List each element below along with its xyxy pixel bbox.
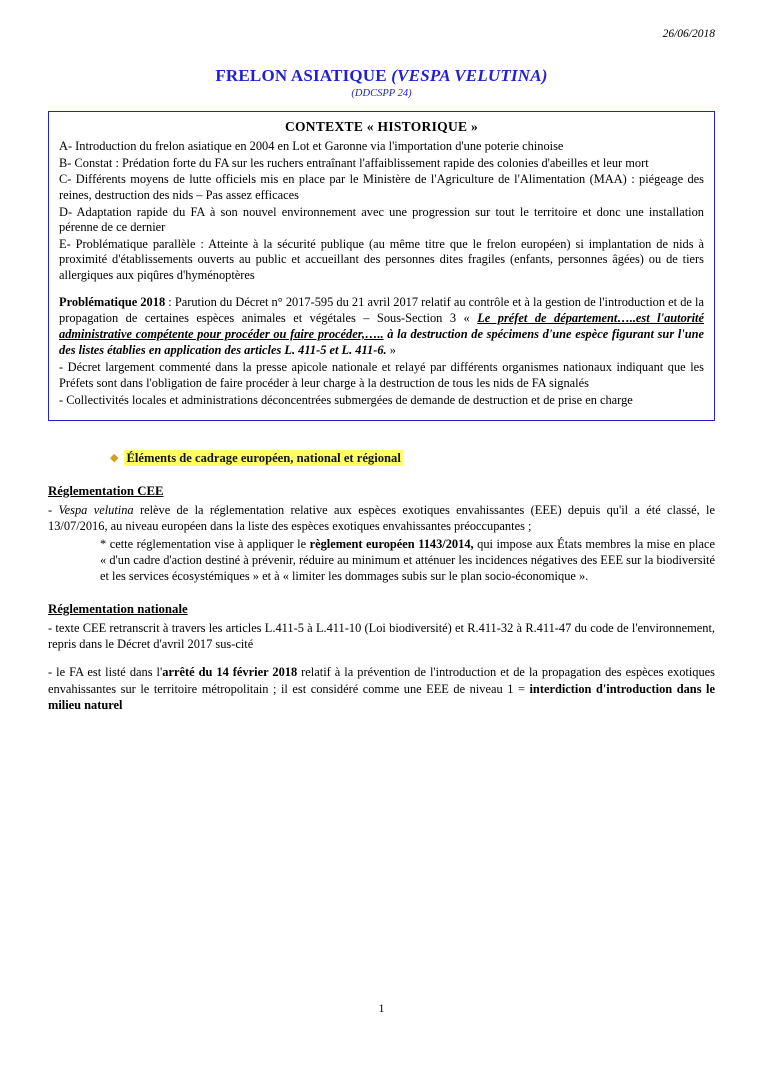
page-number: 1 — [378, 1001, 385, 1015]
page-subtitle: (DDCSPP 24) — [351, 88, 412, 99]
cee-paragraph-1 — [48, 502, 715, 534]
nationale-paragraph-2 — [48, 664, 715, 712]
cee-p1-post: relève de la réglementation relative aux espèces exotiques envahissantes (EEE) depuis qu'il a été classé, le 13/07/2016, au niveau européen dans la liste des espèces exotiques envahissantes préoccupantes ; — [48, 502, 715, 533]
problematique-after-1: - Décret largement commenté dans la presse apicole nationale et relayé par différents organismes nationaux indiquant que les Préfets sont dans l'obligation de faire procéder à leur charge à la destruction de tous les nids de FA signalés — [59, 360, 704, 391]
section-spacer-1 — [48, 586, 715, 602]
section-heading-nationale: Réglementation nationale — [48, 602, 188, 617]
cee-p2-pre: * cette réglementation vise à appliquer le — [100, 536, 310, 551]
section-reglementation-nationale — [48, 602, 715, 713]
problematique-after-2: - Collectivités locales et administrations déconcentrées submergées de demande de destruction et de prise en charge — [59, 393, 633, 408]
highlighted-bullet-label: Éléments de cadrage européen, national et régional — [126, 450, 401, 465]
document-date: 26/06/2018 — [662, 28, 715, 40]
problematique-quote-rest: à la destruction de spécimens d'une espèce figurant sur l'une des listes établies en application des articles L. 411-5 et L. 411-6. — [59, 326, 704, 357]
problematique-intro: : Parution du Décret n° 2017-595 du 21 avril 2017 relatif au contrôle et à la gestion de l'introduction et de la propagation de certaines espèces animales et végétales – Sous-Section 3 « — [59, 294, 704, 325]
section-heading-cee: Réglementation CEE — [48, 483, 164, 498]
context-item-d: D- Adaptation rapide du FA à son nouvel environnement avec une progression sur tout le territoire et donc une installation pérenne de ce dernier — [59, 204, 704, 235]
page-title-main: FRELON ASIATIQUE — [215, 66, 392, 85]
nationale-p2-decree: arrêté du 14 février 2018 — [162, 665, 298, 680]
section-reglementation-cee — [48, 484, 715, 585]
nationale-p2-pre: - le FA est listé dans l' — [48, 665, 163, 680]
context-item-b: B- Constat : Prédation forte du FA sur les ruchers entraînant l'affaiblissement rapide des colonies d'abeilles et leur mort — [59, 155, 649, 170]
problematique-quote-close: » — [386, 343, 396, 357]
page-title-species: (VESPA VELUTINA) — [391, 66, 548, 85]
highlighted-bullet — [48, 451, 715, 466]
cee-p2-regulation: règlement européen 1143/2014, — [309, 536, 474, 551]
context-item-c: C- Différents moyens de lutte officiels mis en place par le Ministère de l'Agriculture de l'Alimentation (MAA) : piégeage des reines, destruction des nids – Pas assez efficaces — [59, 172, 704, 202]
cee-p1-pre: - — [48, 502, 59, 517]
cee-p1-species: Vespa velutina — [58, 502, 134, 517]
page-title — [48, 66, 715, 86]
context-box-heading: CONTEXTE « HISTORIQUE » — [284, 119, 479, 134]
cee-p2-post: qui impose aux États membres la mise en place « d'un cadre d'action destiné à prévenir, réduire au minimum et atténuer les incidences négatives des EEE sur la biodiversité et les services écosystémiques » et à « limiter les dommages subis sur le plan socio-économique ». — [100, 536, 715, 583]
context-item-e: E- Problématique parallèle : Atteinte à la sécurité publique (au même titre que le frelon européen) si implantation de nids à proximité d'établissements ouverts au public et accueillant des personnes dites fragiles (enfants, personnes âgées) ou de tiers allergiques aux piqûres d'hyménoptères — [59, 236, 704, 282]
context-box — [48, 111, 715, 421]
nationale-paragraph-1: - texte CEE retranscrit à travers les articles L.411-5 à L.411-10 (Loi biodiversité) et R.411-32 à R.411-47 du code de l'environnement, repris dans le Décret d'avril 2017 sus-cité — [48, 621, 715, 652]
problematique-quote-underlined: Le préfet de département…..est l'autorité administrative compétente pour procéder ou faire procéder,….. — [59, 310, 704, 341]
cee-paragraph-2 — [48, 536, 715, 584]
diamond-bullet-icon: ◆ — [110, 451, 119, 464]
context-spacer — [59, 285, 704, 294]
section-spacer-2 — [48, 654, 715, 664]
nationale-p2-mid: relatif à la prévention de l'introduction et de la propagation des espèces exotiques envahissantes sur le territoire métropolitain ; il est considéré comme une EEE de niveau 1 = — [48, 665, 715, 696]
context-item-a: A- Introduction du frelon asiatique en 2004 en Lot et Garonne via l'importation d'une poterie chinoise — [59, 139, 564, 153]
nationale-p2-conclusion: interdiction d'introduction dans le milieu naturel — [48, 681, 715, 712]
problematique-label: Problématique 2018 — [59, 294, 166, 309]
problematique-paragraph — [59, 294, 704, 359]
